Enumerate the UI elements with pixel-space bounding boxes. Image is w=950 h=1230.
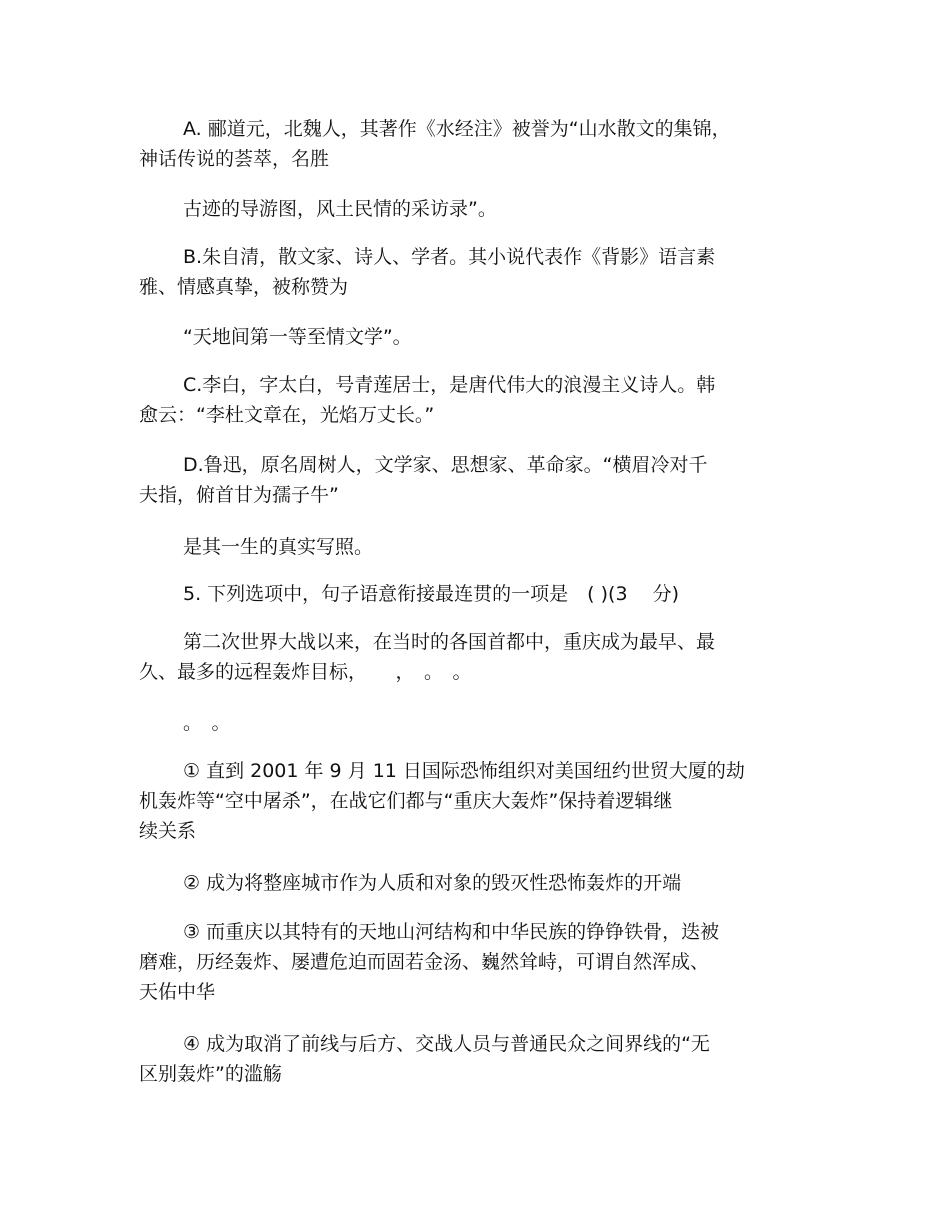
text-line: 古迹的导游图，风土民情的采访录”。 (183, 198, 497, 220)
option-d (139, 450, 799, 510)
question-5 (139, 579, 799, 609)
text-line: 夫指，俯首甘为孺子牛” (139, 484, 339, 506)
text-line: 续关系 (139, 820, 197, 842)
question-stem-continued (139, 708, 799, 738)
text-line: 神话传说的荟萃，名胜 (139, 148, 330, 170)
sentence-2 (139, 868, 799, 898)
text-line: 第二次世界大战以来，在当时的各国首都中，重庆成为最早、最 (183, 631, 716, 653)
text-line: ③ 而重庆以其特有的天地山河结构和中华民族的铮铮铁骨，迭被 (183, 921, 720, 943)
sentence-3 (139, 917, 799, 1007)
text-line: 磨难，历经轰炸、屡遭危迫而固若金汤、巍然耸峙，可谓自然浑成、 (139, 951, 710, 973)
option-b (139, 242, 799, 302)
text-line: 。 。 (183, 712, 231, 734)
text-line: C.李白，字太白，号青莲居士，是唐代伟大的浪漫主义诗人。韩 (183, 374, 716, 396)
text-line: 久、最多的远程轰炸目标， ， 。 。 (139, 661, 472, 683)
text-line: 天佑中华 (139, 981, 216, 1003)
option-a-continued (139, 194, 799, 224)
text-line: ② 成为将整座城市作为人质和对象的毁灭性恐怖轰炸的开端 (183, 872, 682, 894)
text-line: D.鲁迅，原名周树人，文学家、思想家、革命家。“横眉冷对千 (183, 454, 708, 476)
text-line: 5. 下列选项中，句子语意衔接最连贯的一项是 ( )(3 分) (183, 583, 679, 605)
question-stem (139, 627, 799, 687)
option-a (139, 114, 799, 174)
option-b-continued (139, 322, 799, 352)
text-line: A. 郦道元，北魏人，其著作《水经注》被誉为“山水散文的集锦， (183, 118, 731, 140)
text-line: 愈云：“李杜文章在，光焰万丈长。” (139, 404, 435, 426)
option-c (139, 370, 799, 430)
text-line: B.朱自清，散文家、诗人、学者。其小说代表作《背影》语言素 (183, 246, 716, 268)
sentence-1 (139, 756, 799, 846)
text-line: ④ 成为取消了前线与后方、交战人员与普通民众之间界线的“无 (183, 1033, 710, 1055)
text-line: 是其一生的真实写照。 (183, 536, 374, 558)
text-line: ① 直到 2001 年 9 月 11 日国际恐怖组织对美国纽约世贸大厦的劫 (183, 760, 745, 782)
text-line: “天地间第一等至情文学”。 (183, 326, 412, 348)
text-line: 雅、情感真挚，被称赞为 (139, 276, 349, 298)
option-d-continued (139, 532, 799, 562)
text-line: 区别轰炸”的滥觞 (139, 1063, 282, 1085)
text-line: 机轰炸等“空中屠杀”，在战它们都与“重庆大轰炸”保持着逻辑继 (139, 790, 673, 812)
sentence-4 (139, 1029, 799, 1089)
